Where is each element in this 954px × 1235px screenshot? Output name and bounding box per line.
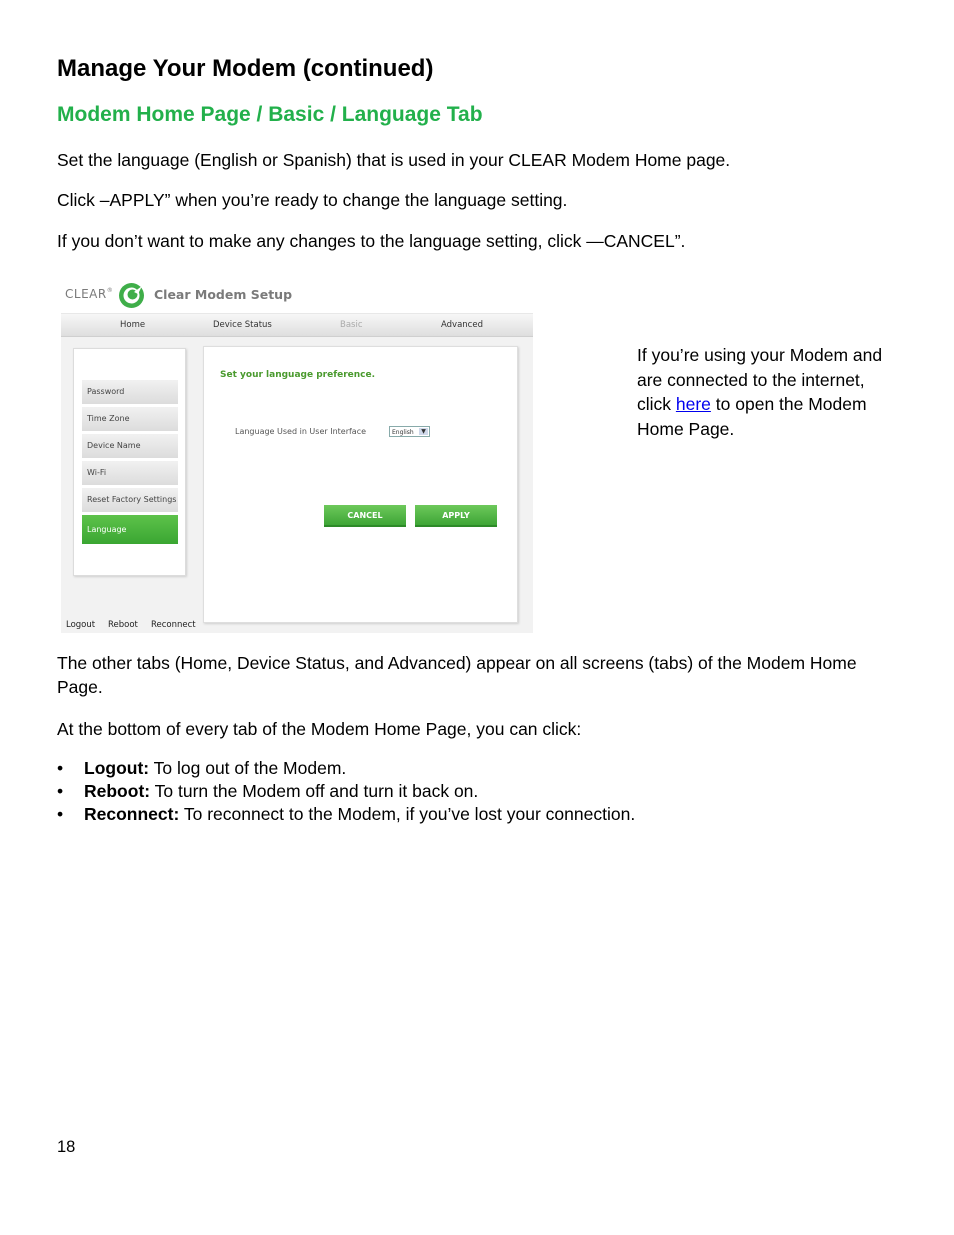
paragraph-cancel: If you don’t want to make any changes to the language setting, click —CANCEL”. (57, 231, 686, 251)
menu-item-time-zone[interactable]: Time Zone (82, 407, 178, 431)
page-heading: Manage Your Modem (continued) (57, 55, 434, 82)
home-page-note: If you’re using your Modem and are connected to the internet, click here to open the Modem Home Page. (637, 345, 883, 439)
list-item-logout: • Logout: To log out of the Modem. (57, 757, 635, 780)
tab-advanced[interactable]: Advanced (441, 320, 483, 330)
cancel-button[interactable]: CANCEL (324, 505, 406, 527)
modem-screenshot (61, 277, 533, 633)
page-number: 18 (57, 1138, 76, 1156)
language-settings-panel (203, 346, 518, 623)
logout-link[interactable]: Logout (66, 620, 96, 630)
section-heading: Modem Home Page / Basic / Language Tab (57, 103, 483, 126)
here-link[interactable]: here (675, 394, 711, 414)
menu-item-reset-factory-settings[interactable]: Reset Factory Settings (82, 488, 178, 512)
paragraph-apply: Click –APPLY” when you’re ready to change the language setting. (57, 190, 568, 210)
paragraph-language: Set the language (English or Spanish) that is used in your CLEAR Modem Home page. (57, 150, 731, 170)
reboot-link[interactable]: Reboot (108, 620, 138, 630)
paragraph-other-tabs: The other tabs (Home, Device Status, and Advanced) appear on all screens (tabs) of the Modem Home Page. (57, 653, 857, 697)
chevron-down-icon: ▼ (419, 428, 428, 435)
modem-tab-bar (61, 313, 533, 337)
list-item-reconnect: • Reconnect: To reconnect to the Modem, if you’ve lost your connection. (57, 803, 635, 826)
language-select[interactable]: English ▼ (389, 426, 430, 437)
tab-device-status[interactable]: Device Status (213, 320, 272, 330)
modem-header (61, 277, 533, 313)
menu-item-language[interactable]: Language (82, 515, 178, 544)
menu-item-wifi[interactable]: Wi-Fi (82, 461, 178, 485)
language-preference-title: Set your language preference. (220, 370, 376, 380)
basic-menu-panel (73, 348, 186, 576)
tab-home[interactable]: Home (120, 320, 146, 330)
paragraph-bottom-links: At the bottom of every tab of the Modem Home Page, you can click: (57, 719, 582, 739)
language-label: Language Used in User Interface (235, 427, 367, 436)
tab-basic[interactable]: Basic (340, 320, 363, 330)
bottom-links-list (57, 757, 635, 826)
clear-logo-icon (118, 282, 145, 309)
reconnect-link[interactable]: Reconnect (151, 620, 196, 630)
list-item-reboot: • Reboot: To turn the Modem off and turn it back on. (57, 780, 635, 803)
menu-item-device-name[interactable]: Device Name (82, 434, 178, 458)
apply-button[interactable]: APPLY (415, 505, 497, 527)
clear-logo-text: CLEAR® (65, 287, 114, 301)
menu-item-password[interactable]: Password (82, 380, 178, 404)
modem-app-title: Clear Modem Setup (154, 287, 293, 302)
